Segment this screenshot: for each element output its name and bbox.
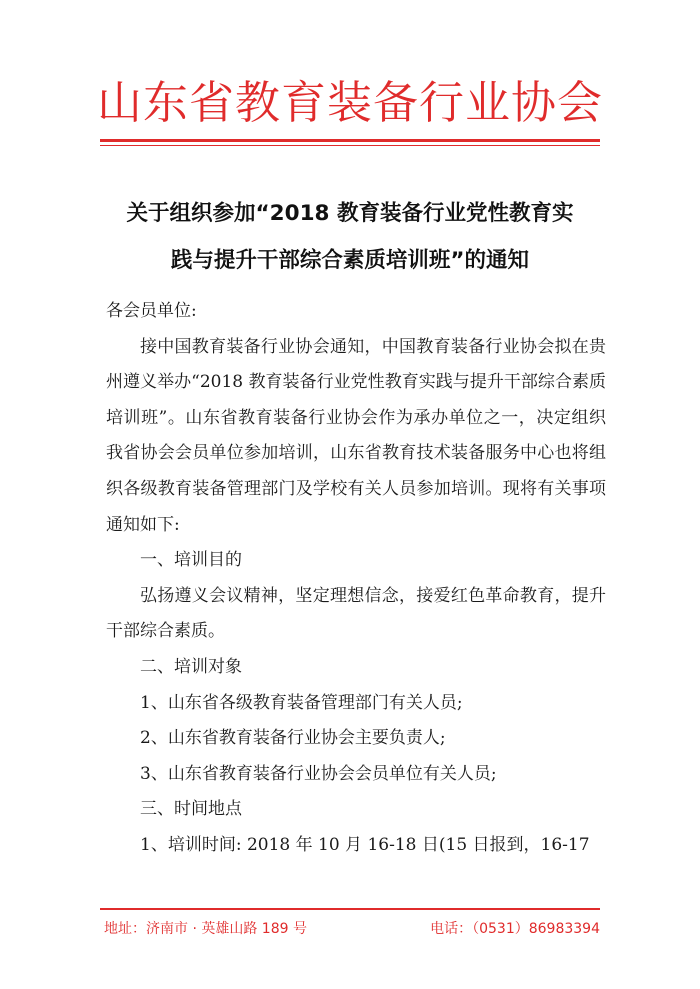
document-body (106, 294, 606, 864)
section-3-heading: 三、时间地点 (140, 799, 242, 820)
section-1-heading: 一、培训目的 (140, 550, 242, 571)
document-title (100, 190, 600, 284)
footer-rule (100, 908, 600, 910)
footer-phone: 电话：（0531）86983394 (430, 921, 600, 937)
letterhead-rule-thick (100, 139, 600, 142)
section-2-item-1: 1、山东省各级教育装备管理部门有关人员; (140, 692, 463, 713)
footer (104, 918, 600, 938)
section-3-item-1: 1、培训时间: 2018 年 10 月 16-18 日(15 日报到，16-17 (140, 834, 590, 855)
intro-paragraph: 接中国教育装备行业协会通知，中国教育装备行业协会拟在贵州遵义举办“2018 教育装备行业党性教育实践与提升干部综合素质培训班”。山东省教育装备行业协会作为承办单位之一，决定组织我省协会会员单位参加培训，山东省教育技术装备服务中心也将组织各级教育装备管理部门及学校有关人员参加培训。现将有关事项通知如下: (106, 336, 606, 535)
section-2-heading: 二、培训对象 (140, 656, 242, 677)
letterhead-org-name: 山东省教育装备行业协会 (96, 76, 603, 129)
section-1-text: 弘扬遵义会议精神，坚定理想信念，接爱红色革命教育，提升干部综合素质。 (106, 585, 606, 642)
section-2-item-2: 2、山东省教育装备行业协会主要负责人; (140, 728, 446, 749)
salutation: 各会员单位: (106, 301, 197, 321)
document-title-line-2: 践与提升干部综合素质培训班”的通知 (170, 248, 530, 273)
footer-address: 地址：济南市 · 英雄山路 189 号 (104, 921, 307, 937)
letterhead-rule-thin (100, 145, 600, 146)
section-2-item-3: 3、山东省教育装备行业协会会员单位有关人员; (140, 763, 497, 784)
document-title-line-1: 关于组织参加“2018 教育装备行业党性教育实 (126, 201, 574, 226)
